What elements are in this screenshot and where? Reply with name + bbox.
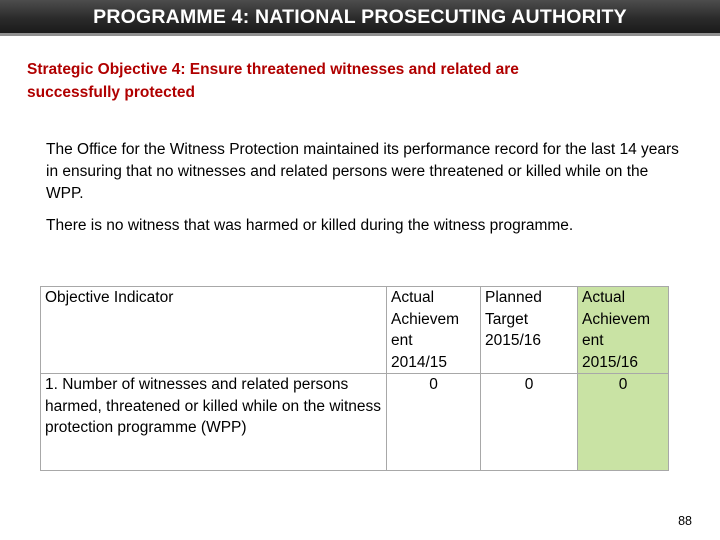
header-actual-2015-16 [578, 287, 669, 374]
paragraph-no-harm: There is no witness that was harmed or killed during the witness programme. [46, 217, 574, 234]
header-planned-2015-16 [481, 287, 578, 374]
header-actual-2015-16-line: Actual [582, 289, 626, 306]
header-objective-indicator: Objective Indicator [41, 287, 387, 374]
header-actual-2015-16-line: Achievem [582, 310, 651, 328]
table-header-row [41, 287, 669, 374]
header-actual-2014-15-line: Achievem [391, 310, 460, 328]
header-planned-2015-16-line: 2015/16 [485, 332, 542, 349]
header-actual-2014-15-line: 2014/15 [391, 353, 448, 371]
header-actual-2015-16-line: 2015/16 [582, 353, 639, 371]
header-planned-2015-16-line: Planned [485, 289, 542, 306]
paragraph-performance-record: The Office for the Witness Protection maintained its performance record for the last 14 years in ensuring that no witnesses and related persons were threatened or killed while on the WPP. [46, 141, 679, 202]
header-actual-2014-15 [387, 287, 481, 374]
indicator-table [40, 286, 669, 471]
title-bar [0, 0, 720, 36]
header-actual-2014-15-line: Actual [391, 289, 435, 306]
strategic-objective [27, 58, 667, 104]
table-row [41, 374, 669, 471]
page-title: PROGRAMME 4: NATIONAL PROSECUTING AUTHORITY [93, 6, 627, 28]
page-number: 88 [678, 514, 692, 528]
header-planned-2015-16-line: Target [485, 310, 529, 328]
row-planned-2015-16: 0 [481, 374, 578, 471]
row-indicator: 1. Number of witnesses and related persons harmed, threatened or killed while on the witness protection programme (WPP) [41, 374, 387, 471]
objective-line-2: successfully protected [27, 84, 195, 101]
row-actual-2014-15: 0 [387, 374, 481, 471]
objective-line-1: Strategic Objective 4: Ensure threatened witnesses and related are [27, 61, 519, 78]
header-actual-2015-16-line: ent [582, 332, 604, 349]
header-actual-2014-15-line: ent [391, 332, 413, 349]
row-actual-2015-16: 0 [578, 374, 669, 471]
